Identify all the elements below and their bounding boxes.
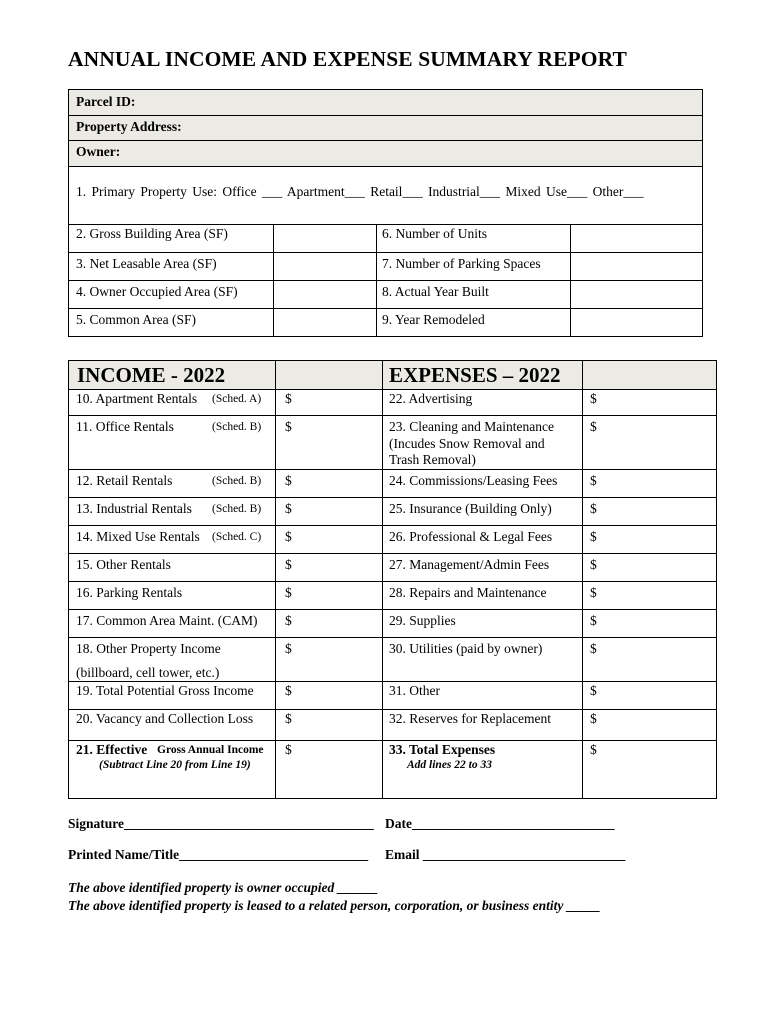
property-row-left-label: 2. Gross Building Area (SF) <box>76 226 228 241</box>
property-row-right-label: 8. Actual Year Built <box>382 284 489 299</box>
expense-label: 30. Utilities (paid by owner) <box>389 641 543 656</box>
divider <box>69 709 716 710</box>
property-row <box>69 281 702 309</box>
divider <box>69 415 716 416</box>
divider <box>69 740 716 741</box>
primary-use-row <box>69 167 702 225</box>
property-row-right-label: 9. Year Remodeled <box>382 312 485 327</box>
income-label: 15. Other Rentals <box>76 557 171 572</box>
dollar-sign: $ <box>590 391 597 406</box>
income-label: Gross Annual Income <box>157 744 264 756</box>
income-label: 13. Industrial Rentals <box>76 501 192 516</box>
dollar-sign: $ <box>590 711 597 726</box>
dollar-sign: $ <box>590 613 597 628</box>
dollar-sign: $ <box>285 742 292 757</box>
divider <box>69 581 716 582</box>
dollar-sign: $ <box>285 613 292 628</box>
owner-occupied-statement[interactable]: The above identified property is owner occupied ______ <box>68 880 379 895</box>
income-label: 18. Other Property Income <box>76 641 221 656</box>
divider <box>69 497 716 498</box>
divider <box>273 225 274 337</box>
property-row-left-label: 3. Net Leasable Area (SF) <box>76 256 217 271</box>
income-label: 14. Mixed Use Rentals <box>76 529 200 544</box>
divider <box>69 637 716 638</box>
dollar-sign: $ <box>285 501 292 516</box>
expense-note: Add lines 22 to 33 <box>407 759 492 771</box>
divider <box>376 225 377 337</box>
property-row <box>69 309 702 337</box>
expenses-title: EXPENSES – 2022 <box>389 363 561 387</box>
dollar-sign: $ <box>590 641 597 656</box>
income-label: 16. Parking Rentals <box>76 585 183 600</box>
income-label: 17. Common Area Maint. (CAM) <box>76 613 258 628</box>
expense-label: 32. Reserves for Replacement <box>389 711 551 726</box>
property-address-row <box>69 116 702 141</box>
income-note: (Subtract Line 20 from Line 19) <box>99 759 251 771</box>
divider <box>69 681 716 682</box>
sched-label: (Sched. B) <box>212 503 262 515</box>
expense-label: 28. Repairs and Maintenance <box>389 585 547 600</box>
dollar-sign: $ <box>590 529 597 544</box>
expense-label: 31. Other <box>389 683 440 698</box>
dollar-sign: $ <box>285 473 292 488</box>
sched-label: (Sched. C) <box>212 531 262 543</box>
expense-label: 23. Cleaning and Maintenance <box>389 419 554 434</box>
dollar-sign: $ <box>590 473 597 488</box>
income-title: INCOME - 2022 <box>77 363 226 387</box>
email-field[interactable]: Email ______________________________ <box>385 847 626 862</box>
divider <box>570 225 571 337</box>
expense-label: 25. Insurance (Building Only) <box>389 501 552 516</box>
related-lease-statement[interactable]: The above identified property is leased to a related person, corporation, or business entity _____ <box>68 898 601 913</box>
property-row-right-label: 7. Number of Parking Spaces <box>382 256 541 271</box>
sched-label: (Sched. B) <box>212 421 262 433</box>
property-row <box>69 225 702 253</box>
dollar-sign: $ <box>590 742 597 757</box>
property-row <box>69 253 702 281</box>
dollar-sign: $ <box>285 641 292 656</box>
expense-note: (Incudes Snow Removal and <box>389 436 545 451</box>
dollar-sign: $ <box>285 391 292 406</box>
divider <box>69 609 716 610</box>
divider <box>382 361 383 798</box>
property-row-left-label: 5. Common Area (SF) <box>76 312 196 327</box>
expense-label: 26. Professional & Legal Fees <box>389 529 553 544</box>
property-info-box <box>68 89 703 337</box>
property-address-label: Property Address: <box>76 119 182 134</box>
printed-name-field[interactable]: Printed Name/Title____________________________ <box>68 847 369 862</box>
primary-use-label: 1. Primary Property Use: Office ___ Apartment___ Retail___ Industrial___ Mixed Use___ Other___ <box>76 184 644 199</box>
dollar-sign: $ <box>285 711 292 726</box>
divider <box>69 389 716 390</box>
parcel-id-label: Parcel ID: <box>76 94 136 109</box>
income-label: 20. Vacancy and Collection Loss <box>76 711 254 726</box>
income-label: 21. Effective <box>76 742 148 757</box>
divider <box>69 553 716 554</box>
dollar-sign: $ <box>285 585 292 600</box>
divider <box>582 361 583 798</box>
expense-label: 33. Total Expenses <box>389 742 496 757</box>
dollar-sign: $ <box>590 557 597 572</box>
divider <box>275 361 276 798</box>
dollar-sign: $ <box>590 501 597 516</box>
income-label: 10. Apartment Rentals <box>76 391 198 406</box>
page-title: ANNUAL INCOME AND EXPENSE SUMMARY REPORT <box>68 47 627 71</box>
expense-label: 22. Advertising <box>389 391 473 406</box>
income-note: (billboard, cell tower, etc.) <box>76 665 220 680</box>
dollar-sign: $ <box>285 557 292 572</box>
income-label: 12. Retail Rentals <box>76 473 173 488</box>
income-label: 19. Total Potential Gross Income <box>76 683 254 698</box>
income-label: 11. Office Rentals <box>76 419 174 434</box>
parcel-id-row <box>69 90 702 116</box>
dollar-sign: $ <box>285 419 292 434</box>
date-field[interactable]: Date______________________________ <box>385 816 615 831</box>
dollar-sign: $ <box>590 419 597 434</box>
divider <box>69 469 716 470</box>
sched-label: (Sched. B) <box>212 475 262 487</box>
dollar-sign: $ <box>590 585 597 600</box>
dollar-sign: $ <box>285 529 292 544</box>
expense-note: Trash Removal) <box>389 452 476 467</box>
signature-field[interactable]: Signature_____________________________________ <box>68 816 374 831</box>
expense-label: 24. Commissions/Leasing Fees <box>389 473 558 488</box>
property-row-right-label: 6. Number of Units <box>382 226 487 241</box>
dollar-sign: $ <box>285 683 292 698</box>
owner-label: Owner: <box>76 144 121 159</box>
income-expense-table <box>68 360 717 799</box>
expense-label: 29. Supplies <box>389 613 456 628</box>
expense-label: 27. Management/Admin Fees <box>389 557 550 572</box>
divider <box>69 525 716 526</box>
sched-label: (Sched. A) <box>212 393 262 405</box>
property-row-left-label: 4. Owner Occupied Area (SF) <box>76 284 238 299</box>
dollar-sign: $ <box>590 683 597 698</box>
owner-row <box>69 141 702 167</box>
